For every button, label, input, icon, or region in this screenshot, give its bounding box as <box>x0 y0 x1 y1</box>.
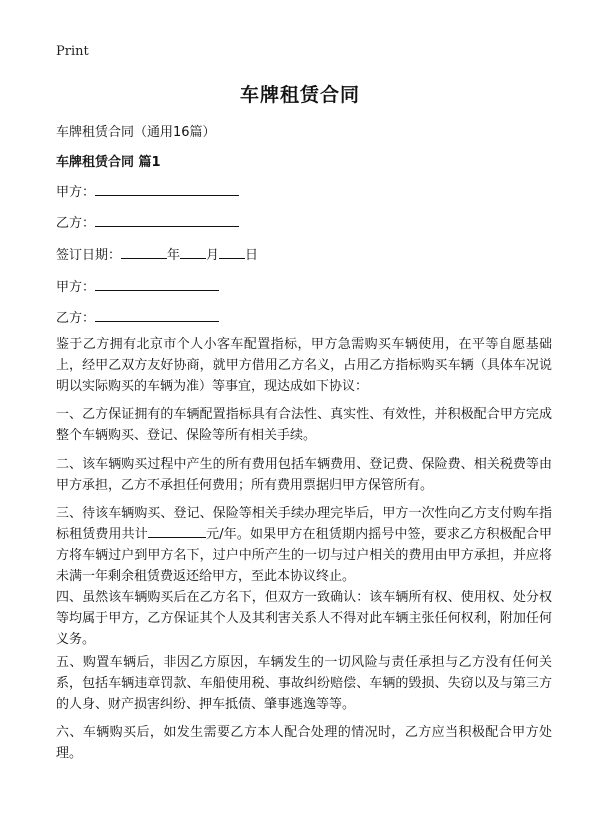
clause-4: 四、虽然该车辆购买后在乙方名下，但双方一致确认：该车辆所有权、使用权、处分权等均属于甲方，乙方保证其个人及其利害关系人不得对此车辆主张任何权利，附加任何义务。 <box>56 590 552 647</box>
clause-3-text-before: 三、待该车辆购买、登记、保险等相关手续办理完毕后，甲方一次性向乙方支付购车指标租赁费用共计 <box>56 506 552 542</box>
party-a-blank <box>95 276 219 291</box>
clause-3 <box>56 503 552 587</box>
day-label: 日 <box>245 248 259 263</box>
section-heading: 车牌租赁合同 篇1 <box>56 155 161 170</box>
party-b-field-2 <box>56 307 219 328</box>
party-b-field-1 <box>56 212 239 233</box>
month-blank <box>180 244 206 259</box>
party-b-label: 乙方： <box>56 216 96 231</box>
party-a-field-2 <box>56 276 219 297</box>
party-a-field-1 <box>56 181 239 202</box>
clause-5: 五、购置车辆后，非因乙方原因，车辆发生的一切风险与责任承担与乙方没有任何关系，包括车辆违章罚款、车船使用税、事故纠纷赔偿、车辆的毁损、失窃以及与第三方的人身、财产损害纠纷、押车抵债、肇事逃逸等等。 <box>56 655 552 712</box>
sign-date-label: 签订日期： <box>56 248 122 263</box>
document-subtitle: 车牌租赁合同（通用16篇） <box>56 125 216 140</box>
sign-date-field <box>56 244 258 265</box>
year-label: 年 <box>167 248 181 263</box>
clause-1: 一、乙方保证拥有的车辆配置指标具有合法性、真实性、有效性，并积极配合甲方完成整个车辆购买、登记、保险等所有相关手续。 <box>56 407 552 443</box>
clause-3-text-after: 元/年。如果甲方在租赁期内摇号中签，要求乙方积极配合甲方将车辆过户到甲方名下，过户中所产生的一切与过户相关的费用由甲方承担，并应将未满一年剩余租赁费返还给甲方，至此本协议终止。 <box>56 527 552 584</box>
party-a-label: 甲方： <box>56 185 96 200</box>
day-blank <box>219 244 245 259</box>
fee-blank <box>148 524 206 538</box>
intro-paragraph: 鉴于乙方拥有北京市个人小客车配置指标，甲方急需购买车辆使用，在平等自愿基础上，经甲乙双方友好协商，就甲方借用乙方名义，占用乙方指标购买车辆（具体车况说明以实际购买的车辆为准）等事宜，现达成如下协议： <box>56 337 552 394</box>
year-blank <box>121 244 167 259</box>
party-a-blank <box>95 181 239 196</box>
party-b-label: 乙方： <box>56 311 96 326</box>
clause-2: 二、该车辆购买过程中产生的所有费用包括车辆费用、登记费、保险费、相关税费等由甲方承担，乙方不承担任何费用；所有费用票据归甲方保管所有。 <box>56 457 552 493</box>
party-b-blank <box>95 307 219 322</box>
party-b-blank <box>95 212 239 227</box>
print-link[interactable]: Print <box>56 44 89 59</box>
page-title: 车牌租赁合同 <box>239 84 360 106</box>
clause-6: 六、车辆购买后，如发生需要乙方本人配合处理的情况时，乙方应当积极配合甲方处理。 <box>56 725 552 761</box>
month-label: 月 <box>206 248 220 263</box>
party-a-label: 甲方： <box>56 280 96 295</box>
